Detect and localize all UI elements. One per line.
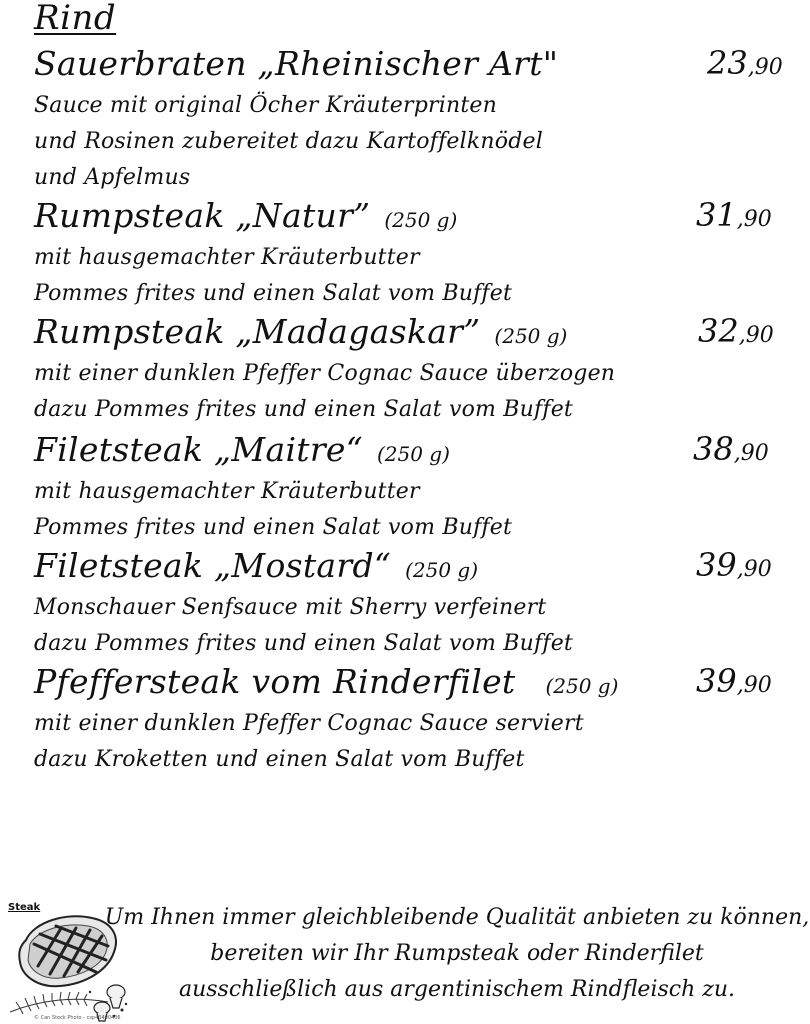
dish-sauerbraten <box>34 44 784 196</box>
section-title: Rind <box>34 0 117 38</box>
price-main: 39 <box>696 546 737 584</box>
dish-weight: (250 g) <box>405 558 479 582</box>
dish-name <box>34 196 457 235</box>
price-cents: ,90 <box>738 323 774 348</box>
dish-header <box>34 312 784 356</box>
dish-header <box>34 196 784 240</box>
steak-image-label: Steak <box>8 902 41 913</box>
price-cents: ,90 <box>736 557 772 582</box>
dish-header <box>34 44 784 88</box>
dish-header <box>34 430 784 474</box>
dish-name-text: Filetsteak „Maitre“ <box>34 430 363 469</box>
dish-weight: (250 g) <box>494 324 568 348</box>
dish-desc-line: Sauce mit original Öcher Kräuterprinten <box>34 93 497 118</box>
dish-header <box>34 662 784 706</box>
dish-name-text: Filetsteak „Mostard“ <box>34 546 392 585</box>
price-main: 38 <box>693 430 734 468</box>
dish-pfeffersteak <box>34 662 784 778</box>
dish-rumpsteak-natur <box>34 196 784 312</box>
price-main: 31 <box>696 196 737 234</box>
dish-name-text: Sauerbraten „Rheinischer Art" <box>34 44 559 83</box>
footer-note <box>100 900 810 1008</box>
dish-desc-line: mit hausgemachter Kräuterbutter <box>34 245 420 270</box>
dish-weight: (250 g) <box>384 208 458 232</box>
dish-price <box>707 44 783 82</box>
dish-desc-line: mit hausgemachter Kräuterbutter <box>34 479 420 504</box>
dish-price <box>698 312 774 350</box>
dish-name-text: Pfeffersteak vom Rinderfilet <box>34 662 516 701</box>
dish-name <box>34 44 572 83</box>
dish-desc-line: mit einer dunklen Pfeffer Cognac Sauce überzogen <box>34 361 616 386</box>
price-cents: ,90 <box>736 673 772 698</box>
dish-weight: (250 g) <box>545 674 619 698</box>
dish-name-text: Rumpsteak „Madagaskar” <box>34 312 481 351</box>
price-main: 23 <box>707 44 748 82</box>
price-cents: ,90 <box>736 207 772 232</box>
dish-filetsteak-maitre <box>34 430 784 546</box>
dish-name <box>34 430 450 469</box>
dish-desc-line: dazu Kroketten und einen Salat vom Buffet <box>34 747 525 772</box>
footer-line: ausschließlich aus argentinischem Rindfleisch zu. <box>178 977 735 1002</box>
dish-rumpsteak-madagaskar <box>34 312 784 428</box>
dish-filetsteak-mostard <box>34 546 784 662</box>
price-cents: ,90 <box>747 55 783 80</box>
dish-name <box>34 546 478 585</box>
dish-desc-line: Pommes frites und einen Salat vom Buffet <box>34 281 513 306</box>
dish-desc-line: und Apfelmus <box>34 165 191 190</box>
price-main: 32 <box>698 312 739 350</box>
dish-header <box>34 546 784 590</box>
price-main: 39 <box>696 662 737 700</box>
dish-desc-line: Pommes frites und einen Salat vom Buffet <box>34 515 513 540</box>
dish-desc-line: mit einer dunklen Pfeffer Cognac Sauce serviert <box>34 711 584 736</box>
dish-price <box>696 662 772 700</box>
dish-name-text: Rumpsteak „Natur” <box>34 196 371 235</box>
dish-name <box>34 312 567 351</box>
price-cents: ,90 <box>733 441 769 466</box>
dish-weight: (250 g) <box>376 442 450 466</box>
dish-price <box>693 430 769 468</box>
image-credit: © Can Stock Photo - csp40490406 <box>34 1015 121 1021</box>
dish-desc-line: dazu Pommes frites und einen Salat vom Buffet <box>34 397 573 422</box>
dish-desc-line: dazu Pommes frites und einen Salat vom Buffet <box>34 631 573 656</box>
dish-desc-line: und Rosinen zubereitet dazu Kartoffelknödel <box>34 129 543 154</box>
dish-price <box>696 196 772 234</box>
footer-line: Um Ihnen immer gleichbleibende Qualität anbieten zu können, <box>104 905 810 930</box>
footer-line: bereiten wir Ihr Rumpsteak oder Rinderfilet <box>210 941 704 966</box>
dish-desc-line: Monschauer Senfsauce mit Sherry verfeinert <box>34 595 547 620</box>
dish-name <box>34 662 618 701</box>
dish-price <box>696 546 772 584</box>
